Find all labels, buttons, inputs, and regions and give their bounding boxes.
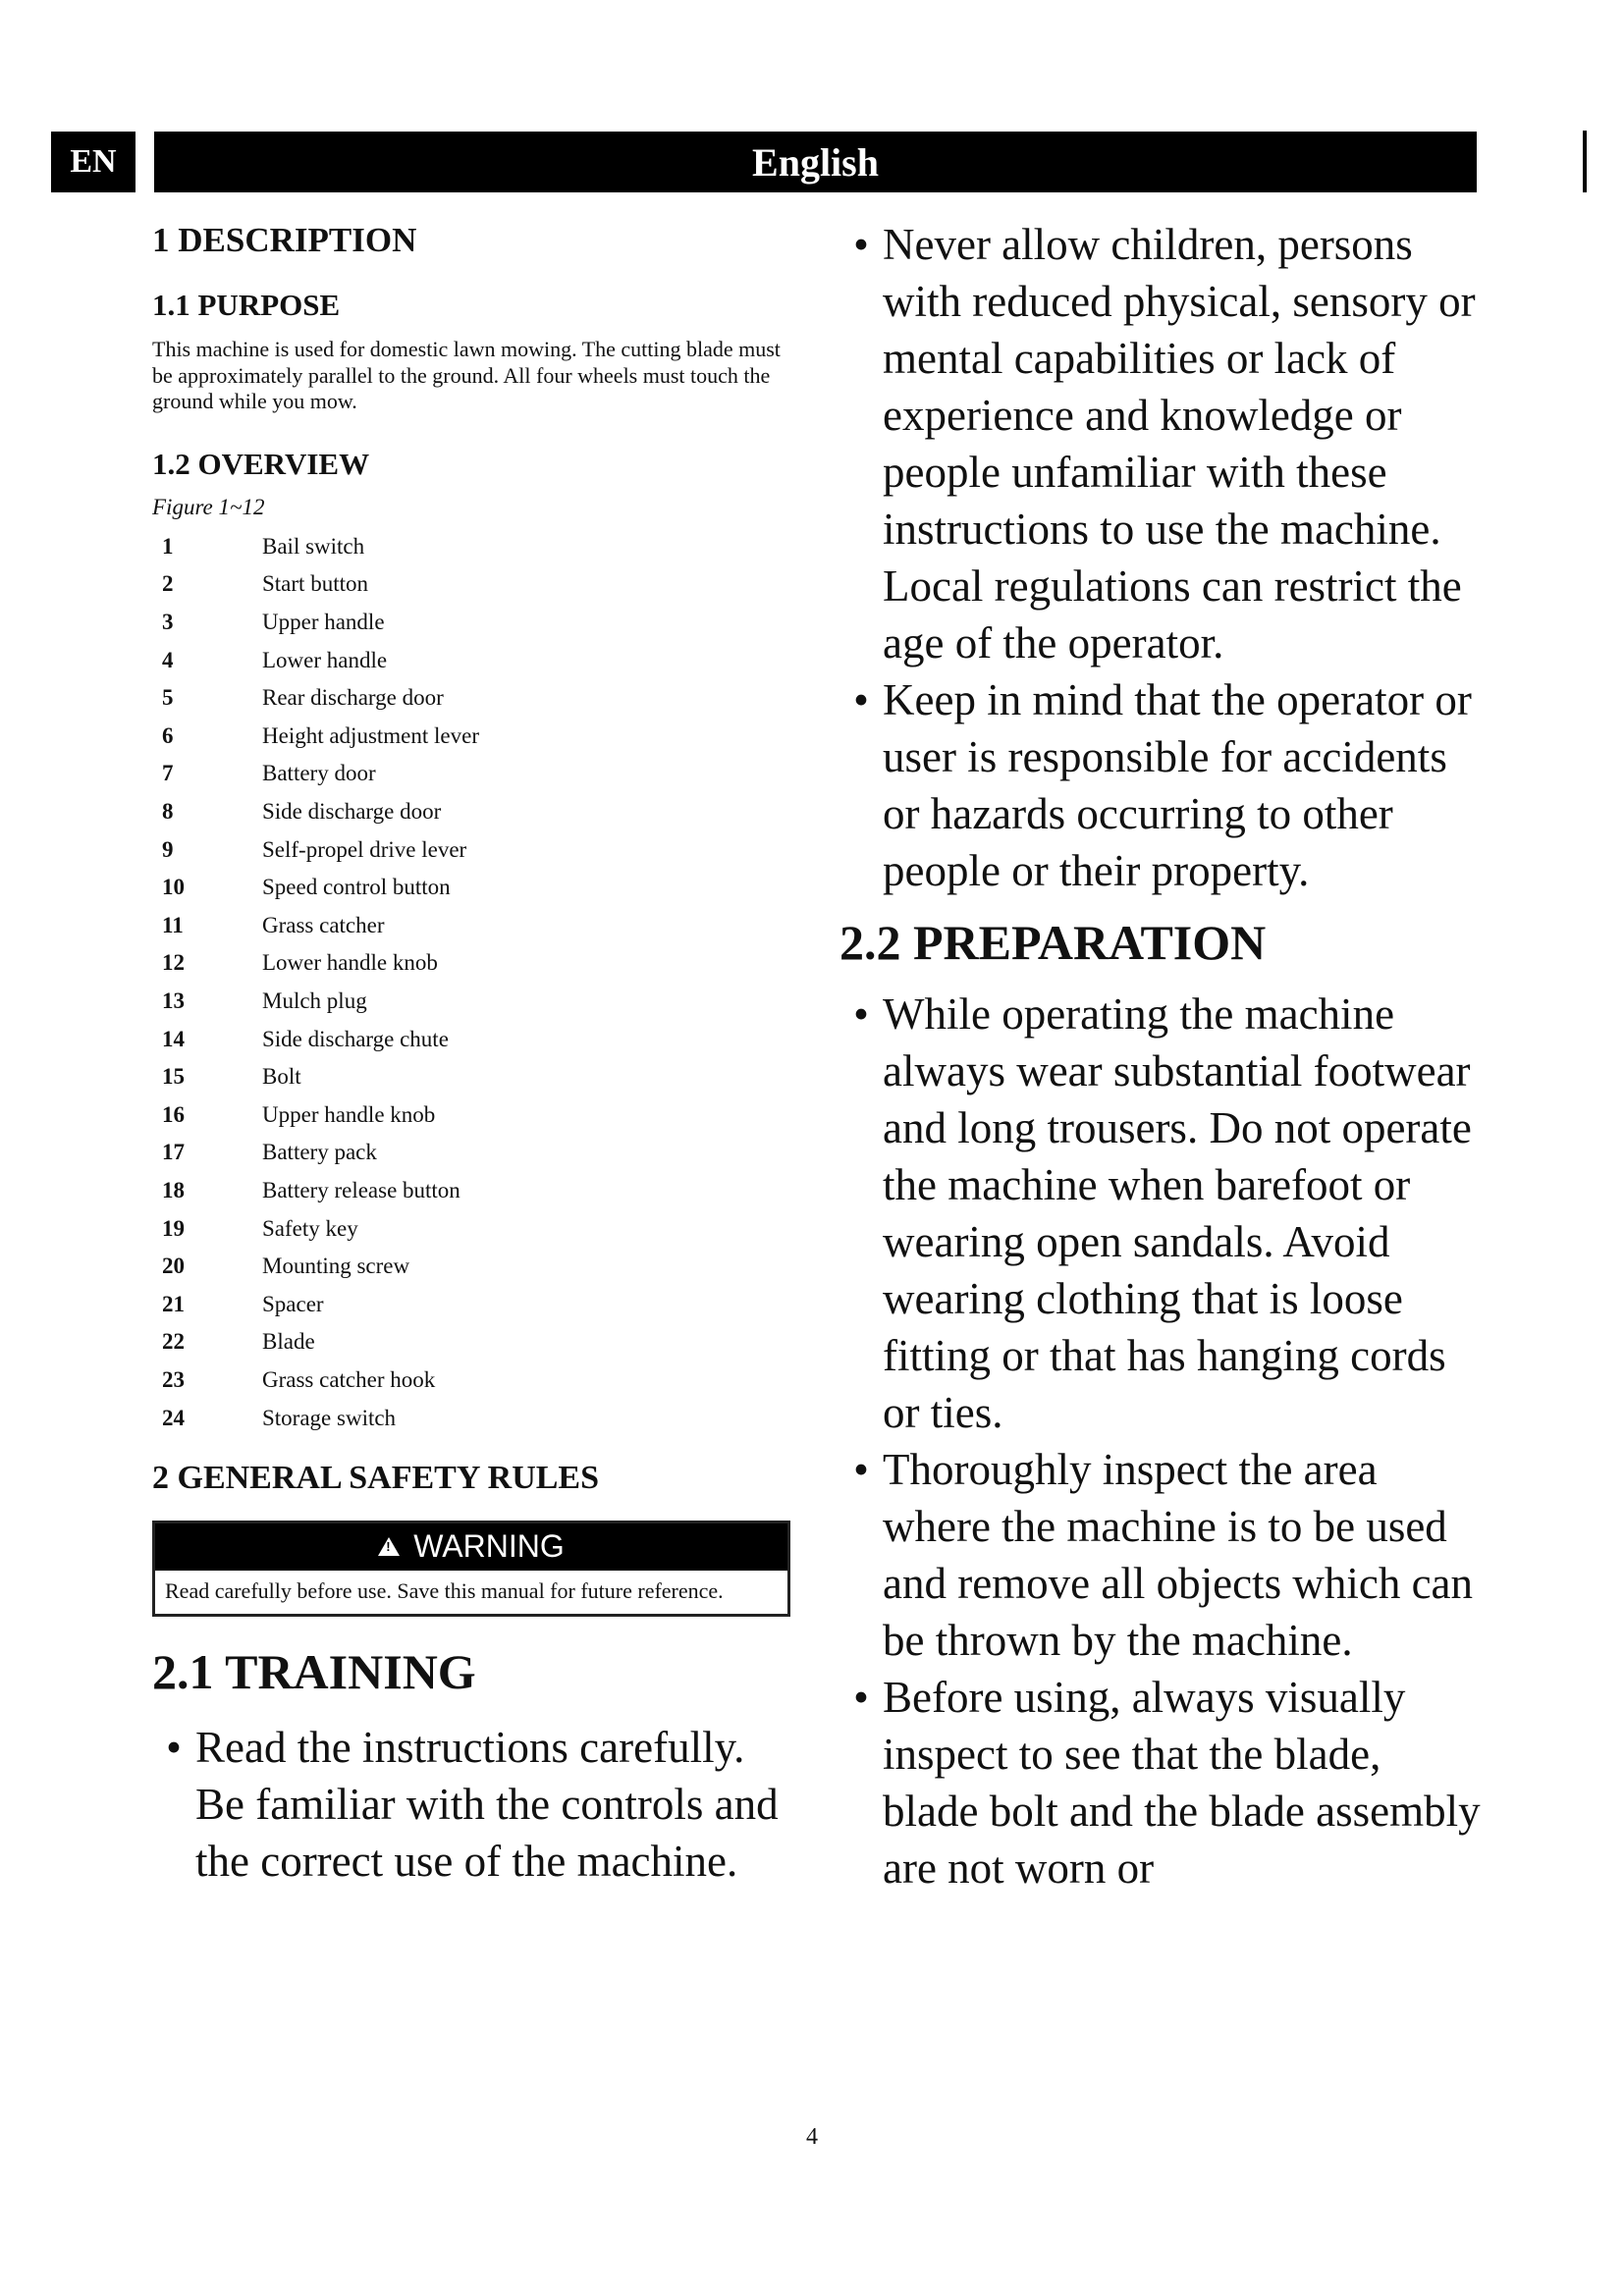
part-number: 14: [162, 1026, 185, 1051]
left-column: [152, 216, 795, 1890]
figure-reference: Figure 1~12: [152, 494, 265, 519]
part-item: [152, 1134, 795, 1172]
part-label: Battery release button: [262, 1177, 460, 1202]
part-number: 18: [162, 1177, 185, 1202]
right-column: [839, 216, 1488, 1896]
part-item: [152, 1399, 795, 1437]
warning-box: [152, 1521, 790, 1617]
subsection-title-purpose: 1.1 PURPOSE: [152, 288, 341, 322]
part-number: 23: [162, 1366, 185, 1392]
part-label: Side discharge door: [262, 799, 442, 824]
part-label: Speed control button: [262, 875, 451, 900]
part-label: Upper handle: [262, 610, 385, 635]
bullet-item: • Keep in mind that the operator or user is responsible for accidents or hazards occurring to other people or their property.: [839, 671, 1488, 899]
part-label: Battery door: [262, 761, 376, 786]
part-label: Height adjustment lever: [262, 722, 479, 748]
parts-list: [152, 528, 795, 1437]
subsection-title-preparation: 2.2 PREPARATION: [839, 915, 1267, 970]
part-label: Storage switch: [262, 1405, 397, 1430]
part-number: 20: [162, 1254, 185, 1279]
part-label: Mounting screw: [262, 1254, 410, 1279]
part-item: [152, 944, 795, 983]
part-label: Lower handle knob: [262, 950, 438, 976]
part-number: 22: [162, 1329, 185, 1355]
part-number: 19: [162, 1215, 185, 1241]
part-label: Blade: [262, 1329, 315, 1355]
part-item: [152, 1172, 795, 1210]
part-item: [152, 983, 795, 1021]
part-item: [152, 604, 795, 642]
bullet-item: • Never allow children, persons with reduced physical, sensory or mental capabilities or lack of experience and knowledge or people unfamiliar with these instructions to use the machine. Local regulations can restrict the age of the operator.: [839, 216, 1488, 671]
part-label: Bolt: [262, 1064, 301, 1090]
section-title-safety: 2 GENERAL SAFETY RULES: [152, 1459, 600, 1496]
part-number: 8: [162, 799, 174, 824]
part-item: [152, 1209, 795, 1248]
subsection-title-training: 2.1 TRAINING: [152, 1643, 476, 1699]
part-item: [152, 679, 795, 718]
part-number: 2: [162, 571, 174, 597]
part-label: Mulch plug: [262, 988, 367, 1013]
part-number: 15: [162, 1064, 185, 1090]
part-number: 6: [162, 722, 174, 748]
training-bullets-right: [839, 216, 1488, 899]
part-number: 11: [162, 912, 184, 937]
part-item: [152, 869, 795, 907]
part-item: [152, 528, 795, 566]
part-label: Start button: [262, 571, 368, 597]
part-item: [152, 1323, 795, 1362]
part-number: 7: [162, 761, 174, 786]
language-code-tab: EN: [51, 132, 135, 192]
part-item: [152, 1248, 795, 1286]
part-number: 1: [162, 533, 174, 559]
purpose-text: This machine is used for domestic lawn mowing. The cutting blade must be approximately parallel to the ground. All four wheels must touch the ground while you mow.: [152, 337, 781, 413]
part-item: [152, 1285, 795, 1323]
part-label: Grass catcher hook: [262, 1366, 436, 1392]
edge-marker: [1583, 131, 1587, 192]
part-number: 16: [162, 1101, 185, 1127]
part-item: [152, 565, 795, 604]
warning-triangle-icon: [378, 1537, 400, 1556]
part-item: [152, 718, 795, 756]
part-number: 21: [162, 1291, 185, 1316]
part-item: [152, 641, 795, 679]
part-number: 5: [162, 685, 174, 711]
part-number: 3: [162, 610, 174, 635]
warning-text: Read carefully before use. Save this manual for future reference.: [165, 1577, 724, 1603]
part-label: Safety key: [262, 1215, 358, 1241]
page-number: 4: [806, 2124, 818, 2150]
part-number: 10: [162, 875, 185, 900]
part-item: [152, 1362, 795, 1400]
part-label: Bail switch: [262, 533, 365, 559]
part-number: 24: [162, 1405, 185, 1430]
part-label: Rear discharge door: [262, 685, 444, 711]
warning-header: [155, 1523, 787, 1571]
section-title-description: 1 DESCRIPTION: [152, 221, 417, 259]
preparation-bullets: [839, 986, 1488, 1896]
part-item: [152, 1058, 795, 1096]
part-item: [152, 793, 795, 831]
part-number: 12: [162, 950, 185, 976]
bullet-item: • Read the instructions carefully. Be familiar with the controls and the correct use of the machine.: [152, 1719, 795, 1890]
part-label: Grass catcher: [262, 912, 385, 937]
bullet-item: • Before using, always visually inspect to see that the blade, blade bolt and the blade assembly are not worn or: [839, 1669, 1488, 1896]
part-label: Upper handle knob: [262, 1101, 436, 1127]
part-label: Lower handle: [262, 647, 388, 672]
part-label: Battery pack: [262, 1140, 377, 1165]
part-label: Self-propel drive lever: [262, 836, 467, 862]
bullet-item: • Thoroughly inspect the area where the machine is to be used and remove all objects which can be thrown by the machine.: [839, 1441, 1488, 1669]
language-header-bar: English: [154, 132, 1477, 192]
part-label: Spacer: [262, 1291, 324, 1316]
subsection-title-overview: 1.2 OVERVIEW: [152, 447, 370, 482]
part-number: 13: [162, 988, 185, 1013]
part-item: [152, 1020, 795, 1058]
warning-label: WARNING: [413, 1528, 565, 1565]
part-item: [152, 906, 795, 944]
part-item: [152, 1095, 795, 1134]
training-bullets-left: [152, 1719, 795, 1890]
part-number: 9: [162, 836, 174, 862]
bullet-item: • While operating the machine always wear substantial footwear and long trousers. Do not operate the machine when barefoot or wearing open sandals. Avoid wearing clothing that is loose fitting or that has hanging cords or ties.: [839, 986, 1488, 1441]
part-item: [152, 755, 795, 793]
part-number: 4: [162, 647, 174, 672]
part-number: 17: [162, 1140, 185, 1165]
part-item: [152, 830, 795, 869]
part-label: Side discharge chute: [262, 1026, 449, 1051]
